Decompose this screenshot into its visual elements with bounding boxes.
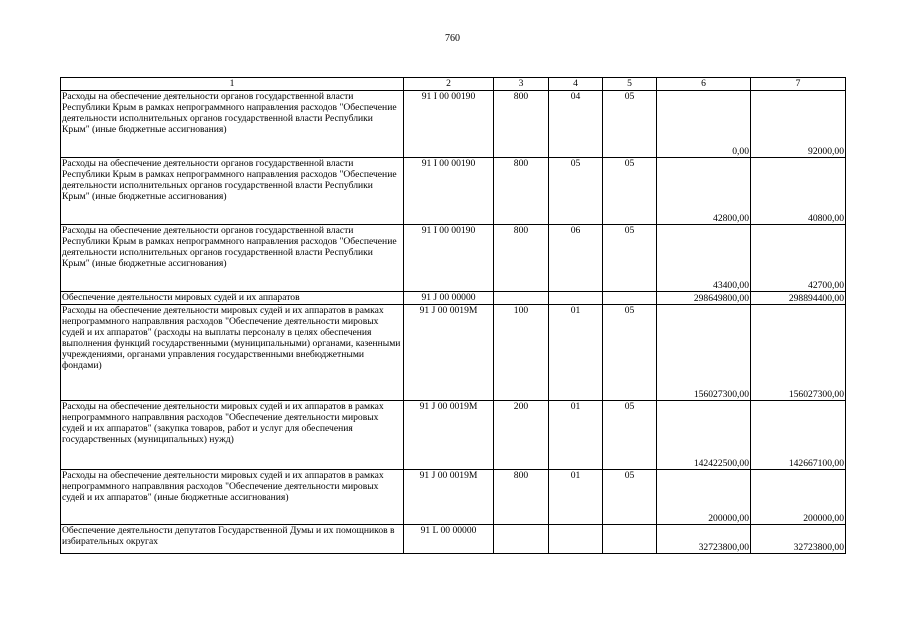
row-code: 91 J 00 0019M (404, 305, 494, 401)
row-subsection: 05 (603, 470, 657, 525)
row-expense-type (494, 292, 549, 305)
row-section: 01 (549, 470, 603, 525)
row-description: Расходы на обеспечение деятельности органов государственной власти Республики Крым в рамках непрограммного направления расходов "Обеспечение деятельности исполнительных органов государственной власти Республики Крым" (иные бюджетные ассигнования) (61, 158, 404, 225)
row-code: 91 I 00 00190 (404, 158, 494, 225)
table-row (61, 525, 846, 554)
row-subsection: 05 (603, 401, 657, 470)
row-amount-7: 40800,00 (751, 158, 846, 225)
row-section: 04 (549, 91, 603, 158)
row-description: Расходы на обеспечение деятельности мировых судей и их аппаратов в рамках непрограммного направлвния расходов "Обеспечение деятельности мировых судей и их аппаратов" (закупка товаров, работ и услуг для обеспечения государственных (муниципальных) нужд) (61, 401, 404, 470)
row-subsection (603, 292, 657, 305)
row-amount-6: 32723800,00 (657, 525, 751, 554)
row-description: Расходы на обеспечение деятельности мировых судей и их аппаратов в рамках непрограммного направлвния расходов "Обеспечение деятельности мировых судей и их аппаратов" (иные бюджетные ассигнования) (61, 470, 404, 525)
table-row (61, 292, 846, 305)
row-expense-type: 800 (494, 158, 549, 225)
table-row (61, 401, 846, 470)
header-col-3: 3 (494, 78, 549, 91)
table-row (61, 305, 846, 401)
table-row (61, 158, 846, 225)
row-code: 91 J 00 0019M (404, 470, 494, 525)
row-amount-7: 42700,00 (751, 225, 846, 292)
row-amount-6: 42800,00 (657, 158, 751, 225)
row-amount-6: 142422500,00 (657, 401, 751, 470)
row-subsection (603, 525, 657, 554)
table-row (61, 470, 846, 525)
row-subsection: 05 (603, 91, 657, 158)
row-description: Расходы на обеспечение деятельности мировых судей и их аппаратов в рамках непрограммного направлвния расходов "Обеспечение деятельности мировых судей и их аппаратов" (расходы на выплаты персоналу в целях обеспечения выполнения функций государственными (муниципальными) органами, казенными учреждениями, органами управления государственными внебюджетными фондами) (61, 305, 404, 401)
row-expense-type: 800 (494, 225, 549, 292)
header-col-4: 4 (549, 78, 603, 91)
row-expense-type: 800 (494, 91, 549, 158)
row-description: Обеспечение деятельности мировых судей и их аппаратов (61, 292, 404, 305)
row-amount-7: 200000,00 (751, 470, 846, 525)
header-col-1: 1 (61, 78, 404, 91)
page-number: 760 (445, 33, 460, 44)
row-expense-type: 200 (494, 401, 549, 470)
header-col-7: 7 (751, 78, 846, 91)
row-section: 01 (549, 305, 603, 401)
row-code: 91 J 00 0019M (404, 401, 494, 470)
table-row (61, 91, 846, 158)
header-col-6: 6 (657, 78, 751, 91)
row-amount-7: 32723800,00 (751, 525, 846, 554)
row-description: Обеспечение деятельности депутатов Государственной Думы и их помощников в избирательных округах (61, 525, 404, 554)
header-col-2: 2 (404, 78, 494, 91)
row-expense-type: 100 (494, 305, 549, 401)
table-row (61, 225, 846, 292)
row-amount-7: 298894400,00 (751, 292, 846, 305)
header-col-5: 5 (603, 78, 657, 91)
row-section: 01 (549, 401, 603, 470)
row-code: 91 L 00 00000 (404, 525, 494, 554)
row-subsection: 05 (603, 158, 657, 225)
budget-table (60, 77, 846, 554)
row-amount-7: 142667100,00 (751, 401, 846, 470)
row-expense-type (494, 525, 549, 554)
row-expense-type: 800 (494, 470, 549, 525)
row-amount-6: 0,00 (657, 91, 751, 158)
row-code: 91 I 00 00190 (404, 225, 494, 292)
row-section: 05 (549, 158, 603, 225)
row-amount-6: 43400,00 (657, 225, 751, 292)
header-row (61, 78, 846, 91)
row-subsection: 05 (603, 305, 657, 401)
row-code: 91 J 00 00000 (404, 292, 494, 305)
row-description: Расходы на обеспечение деятельности органов государственной власти Республики Крым в рамках непрограммного направления расходов "Обеспечение деятельности исполнительных органов государственной власти Республики Крым" (иные бюджетные ассигнования) (61, 91, 404, 158)
row-section (549, 525, 603, 554)
row-subsection: 05 (603, 225, 657, 292)
row-amount-6: 298649800,00 (657, 292, 751, 305)
row-section (549, 292, 603, 305)
row-amount-6: 200000,00 (657, 470, 751, 525)
row-amount-7: 92000,00 (751, 91, 846, 158)
row-amount-7: 156027300,00 (751, 305, 846, 401)
row-description: Расходы на обеспечение деятельности органов государственной власти Республики Крым в рамках непрограммного направления расходов "Обеспечение деятельности исполнительных органов государственной власти Республики Крым" (иные бюджетные ассигнования) (61, 225, 404, 292)
row-code: 91 I 00 00190 (404, 91, 494, 158)
row-amount-6: 156027300,00 (657, 305, 751, 401)
row-section: 06 (549, 225, 603, 292)
